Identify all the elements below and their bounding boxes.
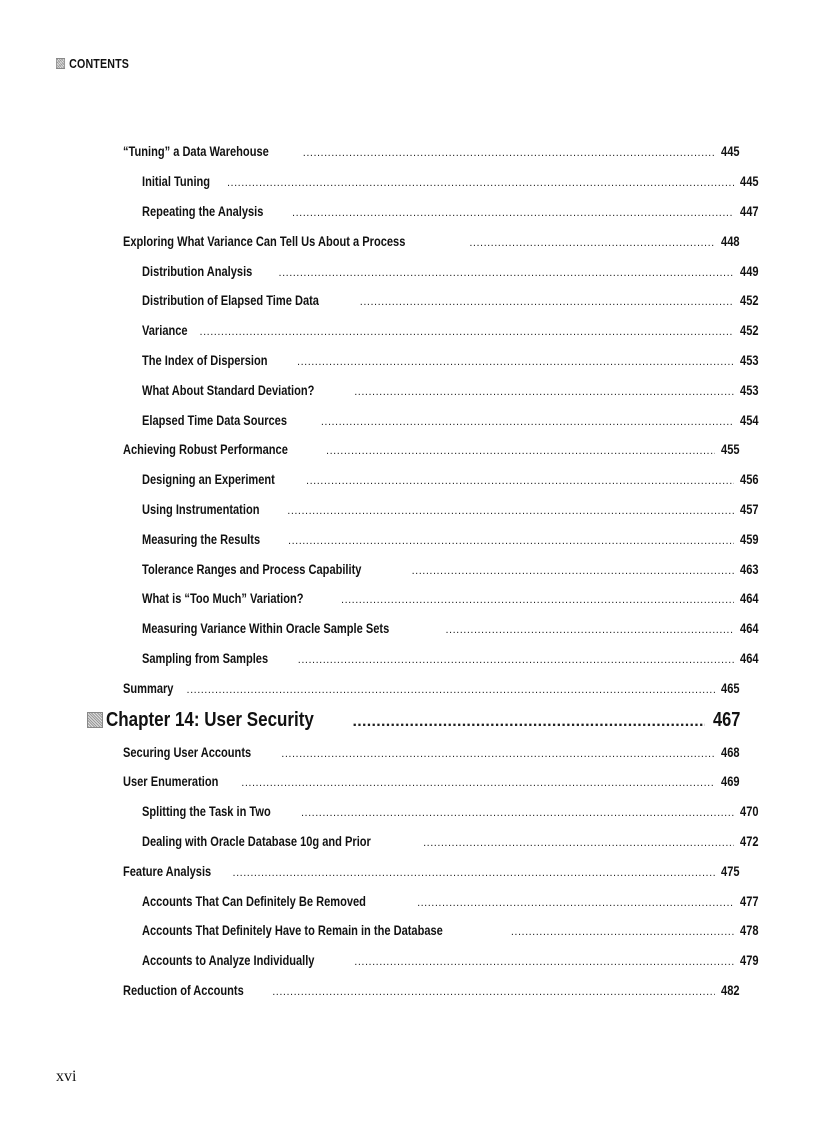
toc-item	[123, 524, 759, 554]
toc-entry-page: 468	[721, 744, 740, 760]
toc-entry-title: Splitting the Task in Two	[142, 804, 271, 820]
toc-entry-page: 459	[740, 531, 759, 547]
dot-leader	[469, 237, 715, 249]
toc-entry-page: 479	[740, 953, 759, 969]
toc-entry[interactable]	[123, 923, 759, 938]
toc-entry[interactable]	[123, 293, 759, 308]
toc-entry-page: 452	[740, 323, 759, 339]
toc-item	[123, 976, 740, 1006]
chapter-entry[interactable]	[87, 709, 740, 732]
toc-item	[123, 465, 759, 495]
toc-entry[interactable]	[123, 442, 740, 457]
dot-leader	[341, 594, 734, 606]
toc-entry[interactable]	[123, 204, 759, 219]
toc-entry-title: Feature Analysis	[123, 863, 212, 879]
toc-entry[interactable]	[123, 894, 759, 909]
toc-item	[123, 584, 759, 614]
toc-item	[123, 256, 759, 286]
toc-entry-page: 448	[721, 233, 740, 249]
dot-leader	[354, 386, 734, 398]
toc-item	[123, 435, 740, 465]
toc-item	[123, 797, 759, 827]
chapter-title: Chapter 14: User Security	[106, 708, 314, 731]
toc-entry[interactable]	[123, 953, 759, 968]
toc-item	[123, 375, 759, 405]
toc-item	[123, 226, 740, 256]
dot-leader	[297, 356, 734, 368]
toc-entry[interactable]	[123, 532, 759, 547]
header-title: CONTENTS	[69, 56, 130, 71]
toc-entry-title: Achieving Robust Performance	[123, 442, 288, 458]
toc-entry-title: “Tuning” a Data Warehouse	[123, 144, 269, 160]
dot-leader	[287, 505, 734, 517]
dot-leader	[298, 654, 735, 666]
header-marker-icon	[56, 58, 65, 69]
toc-entry[interactable]	[123, 323, 759, 338]
toc-entry-title: Distribution of Elapsed Time Data	[142, 293, 319, 309]
toc-entry[interactable]	[123, 804, 759, 819]
toc-entry-page: 455	[721, 442, 740, 458]
dot-leader	[281, 748, 715, 760]
toc-entry-page: 452	[740, 293, 759, 309]
dot-leader	[303, 147, 716, 159]
toc-entry-title: Variance	[142, 323, 188, 339]
dot-leader	[360, 296, 735, 308]
toc-entry-page: 482	[721, 982, 740, 998]
toc-item	[123, 737, 740, 767]
toc-entry[interactable]	[123, 383, 759, 398]
toc-entry-title: Securing User Accounts	[123, 744, 252, 760]
toc-entry-title: Repeating the Analysis	[142, 203, 264, 219]
toc-entry[interactable]	[123, 472, 759, 487]
toc-entry[interactable]	[123, 502, 759, 517]
toc-entry[interactable]	[123, 621, 759, 636]
toc-item	[123, 767, 740, 797]
toc-item	[123, 827, 759, 857]
toc-entry-page: 457	[740, 501, 759, 517]
toc-entry-title: Measuring Variance Within Oracle Sample Sets	[142, 621, 390, 637]
toc-item	[123, 346, 759, 376]
dot-leader	[511, 926, 735, 938]
toc-entry-title: Exploring What Variance Can Tell Us About a Process	[123, 233, 406, 249]
dot-leader	[423, 837, 734, 849]
toc-entry-title: Dealing with Oracle Database 10g and Prior	[142, 833, 371, 849]
toc-item	[123, 554, 759, 584]
toc-entry[interactable]	[123, 562, 759, 577]
table-of-contents	[106, 137, 759, 1005]
toc-item	[123, 286, 759, 316]
chapter-marker-icon	[87, 712, 103, 728]
toc-entry-page: 463	[740, 561, 759, 577]
toc-entry[interactable]	[123, 264, 759, 279]
dot-leader	[412, 565, 735, 577]
toc-item	[123, 197, 759, 227]
toc-entry-page: 469	[721, 774, 740, 790]
toc-entry[interactable]	[123, 413, 759, 428]
toc-entry[interactable]	[123, 681, 740, 696]
toc-entry[interactable]	[123, 234, 740, 249]
dot-leader	[241, 777, 715, 789]
toc-entry-page: 454	[740, 412, 759, 428]
toc-entry[interactable]	[123, 144, 740, 159]
toc-entry-title: What About Standard Deviation?	[142, 382, 315, 398]
toc-entry-page: 472	[740, 833, 759, 849]
toc-entry[interactable]	[123, 174, 759, 189]
toc-item	[123, 886, 759, 916]
toc-entry-page: 470	[740, 804, 759, 820]
toc-entry-page: 453	[740, 382, 759, 398]
toc-entry-page: 445	[721, 144, 740, 160]
toc-item	[123, 644, 759, 674]
toc-entry-title: User Enumeration	[123, 774, 219, 790]
toc-item	[123, 856, 740, 886]
chapter-page: 467	[712, 708, 740, 731]
toc-entry[interactable]	[123, 353, 759, 368]
toc-item	[123, 946, 759, 976]
dot-leader	[272, 986, 715, 998]
dot-leader	[279, 267, 735, 279]
toc-item	[123, 495, 759, 525]
toc-entry-title: Tolerance Ranges and Process Capability	[142, 561, 362, 577]
toc-item	[123, 316, 759, 346]
toc-entry-page: 465	[721, 680, 740, 696]
toc-entry-page: 445	[740, 174, 759, 190]
dot-leader	[301, 807, 734, 819]
toc-entry-title: Designing an Experiment	[142, 472, 275, 488]
toc-entry-title: The Index of Dispersion	[142, 352, 268, 368]
toc-item	[123, 614, 759, 644]
dot-leader	[200, 326, 735, 338]
toc-entry-title: Distribution Analysis	[142, 263, 253, 279]
toc-entry-page: 464	[740, 650, 759, 666]
toc-entry-page: 477	[740, 893, 759, 909]
toc-entry-page: 447	[740, 203, 759, 219]
running-header	[56, 56, 129, 71]
dot-leader	[292, 207, 734, 219]
toc-entry[interactable]	[123, 745, 740, 760]
toc-item	[123, 167, 759, 197]
dot-leader	[353, 713, 705, 731]
toc-entry[interactable]	[123, 864, 740, 879]
dot-leader	[321, 416, 735, 428]
toc-entry[interactable]	[123, 834, 759, 849]
toc-item	[123, 916, 759, 946]
toc-item	[123, 405, 759, 435]
toc-chapter-item	[87, 703, 740, 737]
toc-entry-title: Accounts That Can Definitely Be Removed	[142, 893, 366, 909]
toc-entry-page: 464	[740, 591, 759, 607]
toc-entry-title: Sampling from Samples	[142, 650, 269, 666]
toc-entry-page: 456	[740, 472, 759, 488]
toc-entry[interactable]	[123, 591, 759, 606]
dot-leader	[187, 684, 716, 696]
toc-entry-title: Summary	[123, 680, 174, 696]
toc-entry-title: Using Instrumentation	[142, 501, 260, 517]
toc-item	[123, 137, 740, 167]
dot-leader	[233, 867, 716, 879]
toc-entry-title: Initial Tuning	[142, 174, 211, 190]
toc-entry-title: What is “Too Much” Variation?	[142, 591, 304, 607]
toc-item	[123, 673, 740, 703]
toc-entry[interactable]	[123, 774, 740, 789]
dot-leader	[417, 897, 734, 909]
page-number: xvi	[56, 1068, 77, 1085]
toc-entry-title: Accounts That Definitely Have to Remain in the Database	[142, 923, 443, 939]
dot-leader	[326, 445, 715, 457]
toc-entry[interactable]	[123, 651, 759, 666]
toc-entry-title: Reduction of Accounts	[123, 982, 244, 998]
toc-entry-title: Elapsed Time Data Sources	[142, 412, 287, 428]
toc-entry-page: 449	[740, 263, 759, 279]
toc-entry-page: 453	[740, 352, 759, 368]
toc-entry[interactable]	[123, 983, 740, 998]
dot-leader	[288, 535, 734, 547]
dot-leader	[354, 956, 734, 968]
dot-leader	[446, 624, 735, 636]
toc-entry-title: Measuring the Results	[142, 531, 261, 547]
toc-entry-page: 475	[721, 863, 740, 879]
toc-entry-page: 478	[740, 923, 759, 939]
toc-entry-title: Accounts to Analyze Individually	[142, 953, 315, 969]
dot-leader	[227, 177, 734, 189]
toc-entry-page: 464	[740, 621, 759, 637]
dot-leader	[306, 475, 734, 487]
